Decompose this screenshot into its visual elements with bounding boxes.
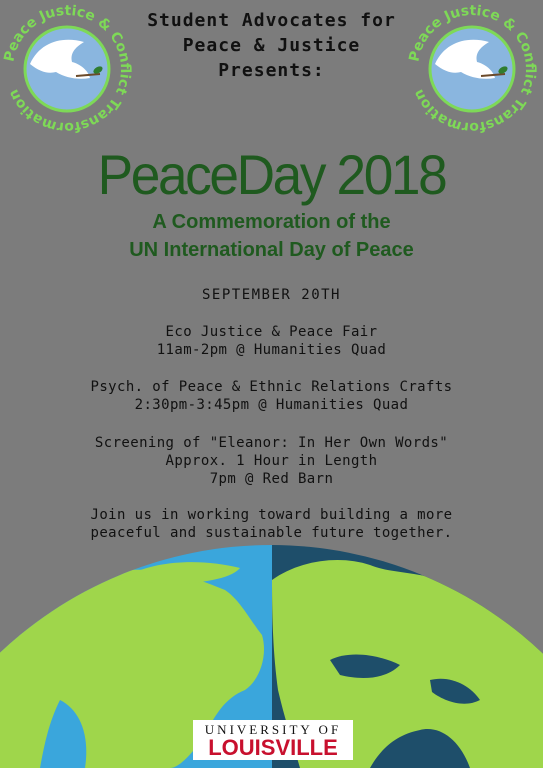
closing-line-1: Join us in working toward building a more	[90, 507, 453, 523]
event-subtitle	[0, 208, 543, 264]
event-time-location: 7pm @ Red Barn	[209, 471, 334, 487]
event-time-location: 2:30pm-3:45pm @ Humanities Quad	[134, 397, 409, 413]
logo-top-text: UNIVERSITY OF	[204, 722, 342, 737]
event-name: Psych. of Peace & Ethnic Relations Crafts	[90, 379, 453, 395]
event-length: Approx. 1 Hour in Length	[165, 453, 378, 469]
closing-message	[0, 506, 543, 542]
header-line-1: Student Advocates for	[147, 10, 396, 31]
event-item	[0, 323, 543, 359]
seal-ring-text-right: Peace Justice & Conflict Transformation	[406, 2, 539, 136]
header-line-2: Peace & Justice	[182, 35, 361, 56]
seal-ring-text-left: Peace Justice & Conflict Transformation	[1, 2, 134, 136]
logo-bottom-text: LOUISVILLE	[208, 735, 338, 760]
university-logo	[193, 720, 353, 760]
subtitle-line-1: A Commemoration of the	[152, 211, 391, 233]
event-time-location: 11am-2pm @ Humanities Quad	[156, 342, 387, 358]
event-name: Screening of "Eleanor: In Her Own Words"	[94, 435, 449, 451]
event-date: SEPTEMBER 20TH	[201, 287, 341, 303]
event-title: PeaceDay 2018	[97, 143, 446, 206]
event-item	[0, 434, 543, 488]
event-name: Eco Justice & Peace Fair	[165, 324, 378, 340]
event-item	[0, 378, 543, 414]
presenter-header	[0, 8, 543, 83]
subtitle-line-2: UN International Day of Peace	[129, 239, 414, 261]
closing-line-2: peaceful and sustainable future together.	[90, 525, 453, 541]
header-line-3: Presents:	[218, 60, 325, 81]
